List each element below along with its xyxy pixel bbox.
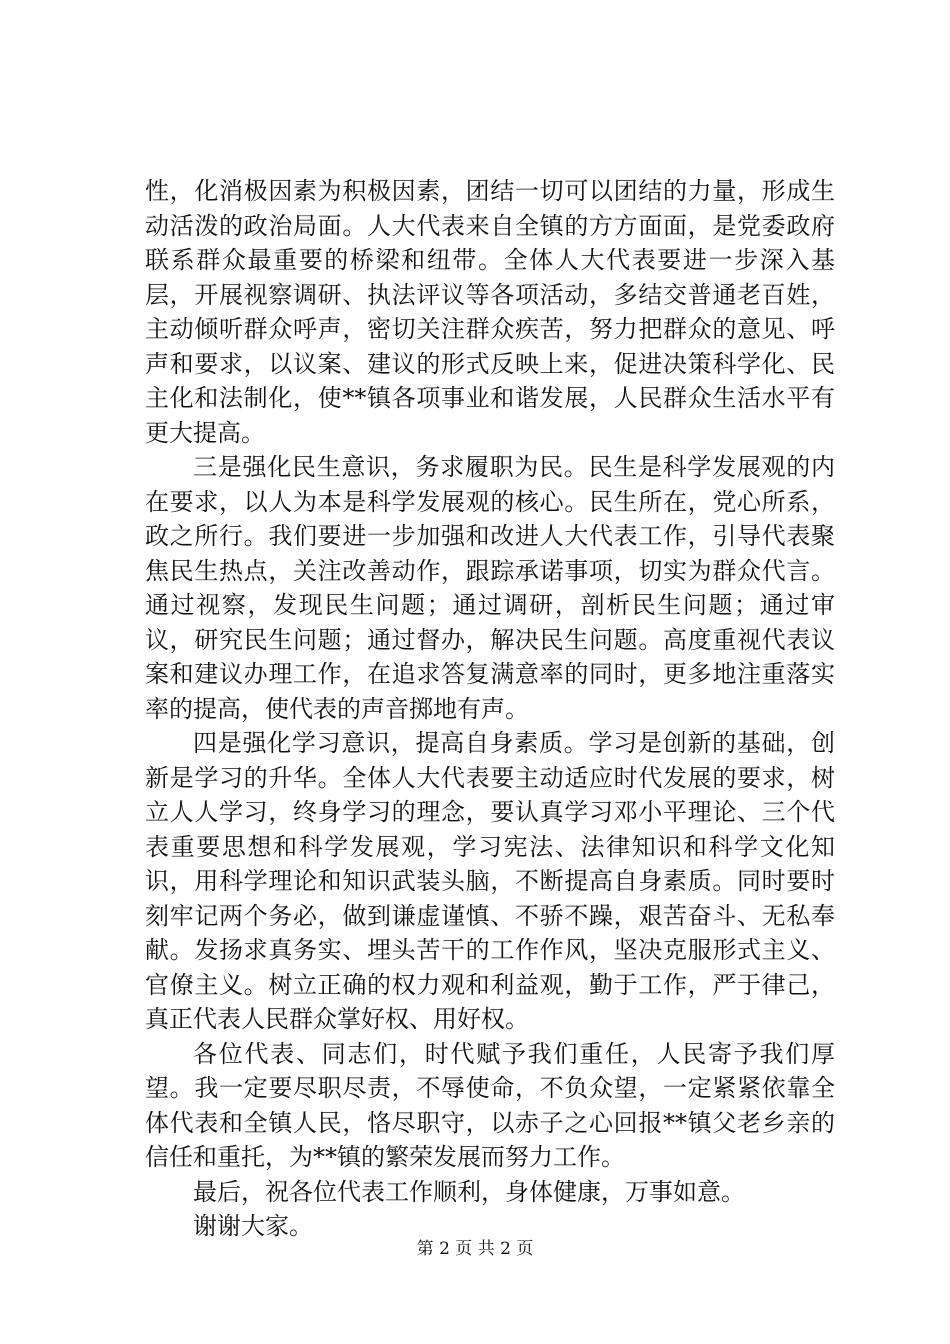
paragraph-wishes: 最后，祝各位代表工作顺利，身体健康，万事如意。 [193, 1177, 745, 1206]
paragraph-point-four: 四是强化学习意识，提高自身素质。学习是创新的基础，创新是学习的升华。全体人大代表要主动适应时代发展的要求，树立人人学习，终身学习的理念，要认真学习邓小平理论、三个代表重要思想和科学发展观，学习宪法、法律知识和科学文化知识，用科学理论和知识武装头脑，不断提高自身素质。同时要时刻牢记两个务必，做到谦虚谨慎、不骄不躁，艰苦奋斗、无私奉献。发扬求真务实、埋头苦干的工作作风，坚决克服形式主义、官僚主义。树立正确的权力观和利益观，勤于工作，严于律己，真正代表人民群众掌好权、用好权。 [145, 729, 835, 1033]
paragraph-continued: 性，化消极因素为积极因素，团结一切可以团结的力量，形成生动活泼的政治局面。人大代表来自全镇的方方面面，是党委政府联系群众最重要的桥梁和纽带。全体人大代表要进一步深入基层，开展视察调研、执法评议等各项活动，多结交普通老百姓，主动倾听群众呼声，密切关注群众疾苦，努力把群众的意见、呼声和要求，以议案、建议的形式反映上来，促进决策科学化、民主化和法制化，使**镇各项事业和谐发展，人民群众生活水平有更大提高。 [145, 177, 835, 447]
page-footer [0, 1238, 950, 1260]
paragraph-closing-pledge: 各位代表、同志们，时代赋予我们重任，人民寄予我们厚望。我一定要尽职尽责，不辱使命，不负众望，一定紧紧依靠全体代表和全镇人民，恪尽职守，以赤子之心回报**镇父老乡亲的信任和重托，为**镇的繁荣发展而努力工作。 [145, 1039, 835, 1171]
body-text [145, 174, 835, 1244]
paragraph-point-three: 三是强化民生意识，务求履职为民。民生是科学发展观的内在要求，以人为本是科学发展观的核心。民生所在，党心所系，政之所行。我们要进一步加强和改进人大代表工作，引导代表聚焦民生热点，关注改善动作，跟踪承诺事项，切实为群众代言。通过视察，发现民生问题；通过调研，剖析民生问题；通过审议，研究民生问题；通过督办，解决民生问题。高度重视代表议案和建议办理工作，在追求答复满意率的同时，更多地注重落实率的提高，使代表的声音掷地有声。 [145, 453, 835, 723]
paragraph-thanks: 谢谢大家。 [193, 1212, 313, 1240]
page-number-label: 第 2 页 共 2 页 [416, 1239, 534, 1259]
